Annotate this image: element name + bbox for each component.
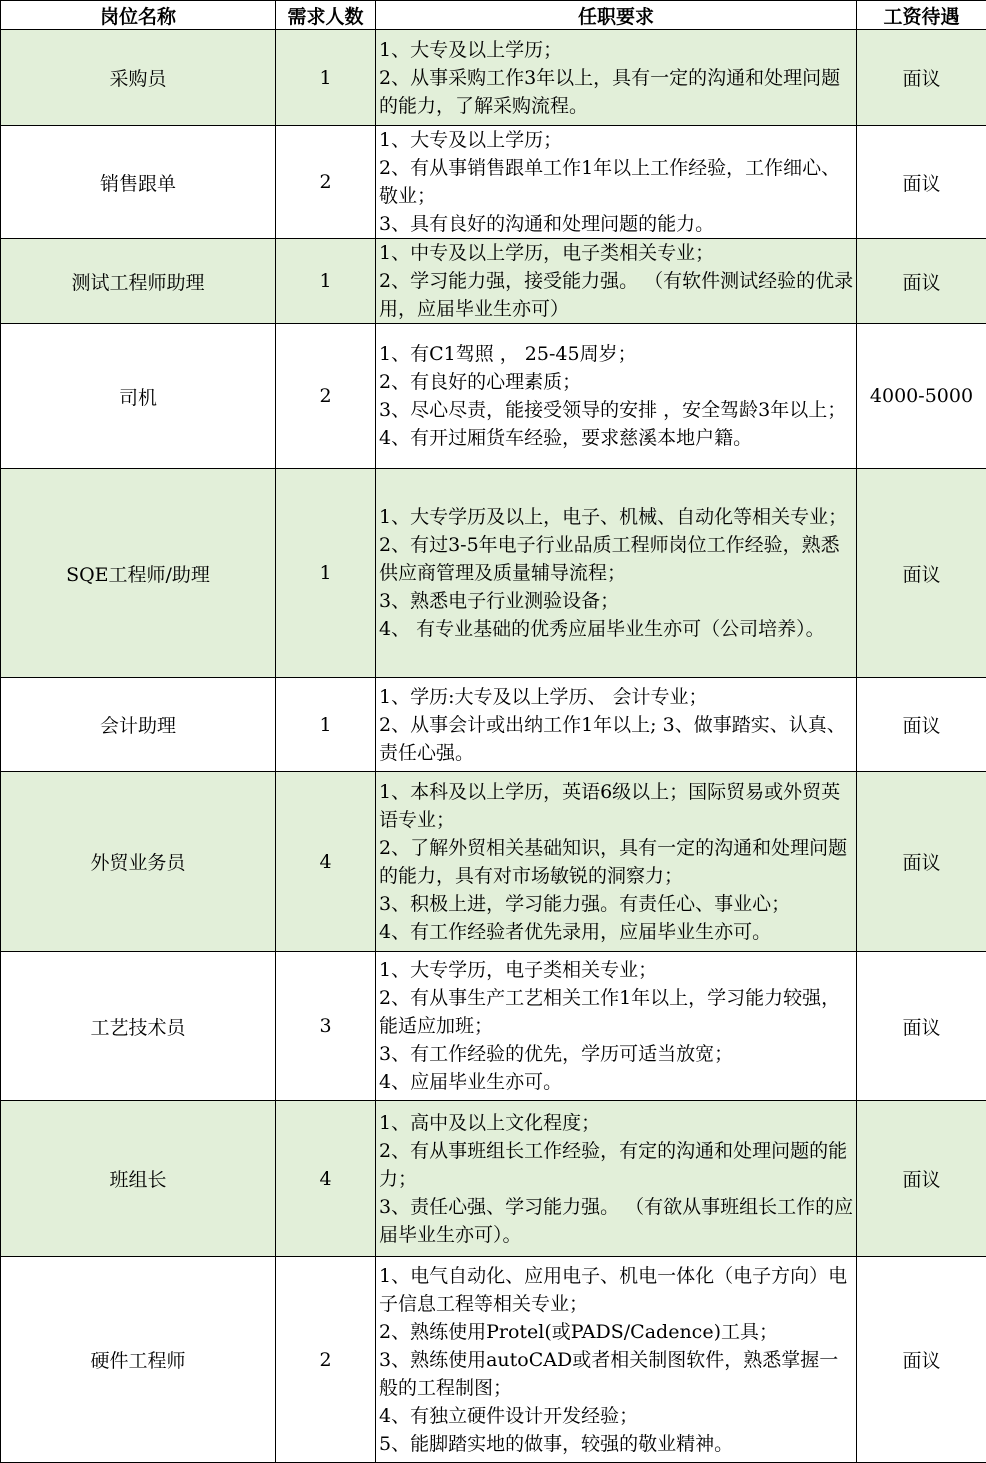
requirements-cell <box>376 239 857 324</box>
requirement-line: 2、熟练使用Protel(或PADS/Cadence)工具； <box>379 1318 854 1346</box>
table-row <box>1 678 986 772</box>
position-cell: 销售跟单 <box>1 126 276 239</box>
header-row <box>1 1 986 30</box>
requirement-line: 2、了解外贸相关基础知识，具有一定的沟通和处理问题的能力，具有对市场敏锐的洞察力； <box>379 834 854 890</box>
table-row <box>1 772 986 952</box>
salary-cell: 面议 <box>857 30 986 126</box>
salary-cell: 面议 <box>857 1257 986 1463</box>
table-row <box>1 1101 986 1257</box>
requirements-cell <box>376 324 857 469</box>
requirements-cell <box>376 678 857 772</box>
requirement-line: 2、有良好的心理素质； <box>379 368 854 396</box>
requirement-line: 2、有过3-5年电子行业品质工程师岗位工作经验，熟悉供应商管理及质量辅导流程； <box>379 531 854 587</box>
requirements-cell <box>376 772 857 952</box>
requirement-line: 3、有工作经验的优先，学历可适当放宽； <box>379 1040 854 1068</box>
salary-cell: 面议 <box>857 1101 986 1257</box>
table-row <box>1 1257 986 1463</box>
table-row <box>1 952 986 1101</box>
requirement-line: 2、从事采购工作3年以上，具有一定的沟通和处理问题的能力，了解采购流程。 <box>379 64 854 120</box>
requirement-line: 5、能脚踏实地的做事，较强的敬业精神。 <box>379 1430 854 1458</box>
salary-cell: 面议 <box>857 952 986 1101</box>
requirements-cell <box>376 1257 857 1463</box>
position-cell: 采购员 <box>1 30 276 126</box>
requirement-line: 1、大专学历及以上，电子、机械、自动化等相关专业； <box>379 503 854 531</box>
salary-cell: 面议 <box>857 239 986 324</box>
count-cell: 4 <box>276 772 376 952</box>
position-cell: SQE工程师/助理 <box>1 469 276 678</box>
count-cell: 1 <box>276 678 376 772</box>
requirement-line: 1、学历:大专及以上学历、 会计专业； <box>379 683 854 711</box>
requirements-cell <box>376 30 857 126</box>
position-cell: 司机 <box>1 324 276 469</box>
salary-cell: 面议 <box>857 772 986 952</box>
salary-cell: 面议 <box>857 126 986 239</box>
requirement-line: 4、 有专业基础的优秀应届毕业生亦可（公司培养）。 <box>379 615 854 643</box>
count-cell: 1 <box>276 469 376 678</box>
requirement-line: 3、熟悉电子行业测验设备； <box>379 587 854 615</box>
count-cell: 2 <box>276 324 376 469</box>
count-cell: 1 <box>276 239 376 324</box>
requirement-line: 2、学习能力强，接受能力强。 （有软件测试经验的优录用，应届毕业生亦可） <box>379 267 854 323</box>
salary-cell: 面议 <box>857 469 986 678</box>
position-cell: 硬件工程师 <box>1 1257 276 1463</box>
requirement-line: 1、大专学历，电子类相关专业； <box>379 956 854 984</box>
requirement-line: 3、尽心尽责，能接受领导的安排 ，安全驾龄3年以上； <box>379 396 854 424</box>
table-row <box>1 239 986 324</box>
table-row <box>1 324 986 469</box>
requirements-cell <box>376 952 857 1101</box>
requirement-line: 1、大专及以上学历； <box>379 126 854 154</box>
header-position: 岗位名称 <box>1 1 276 30</box>
requirement-line: 3、积极上进，学习能力强。有责任心、事业心； <box>379 890 854 918</box>
table-row <box>1 469 986 678</box>
requirements-cell <box>376 469 857 678</box>
job-table-body <box>1 30 986 1463</box>
table-row <box>1 30 986 126</box>
header-requirements: 任职要求 <box>376 1 857 30</box>
requirements-cell <box>376 126 857 239</box>
table-row <box>1 126 986 239</box>
requirement-line: 1、本科及以上学历，英语6级以上；国际贸易或外贸英语专业； <box>379 778 854 834</box>
requirement-line: 4、应届毕业生亦可。 <box>379 1068 854 1096</box>
requirement-line: 3、熟练使用autoCAD或者相关制图软件，熟悉掌握一般的工程制图； <box>379 1346 854 1402</box>
requirement-line: 2、从事会计或出纳工作1年以上; 3、做事踏实、认真、责任心强。 <box>379 711 854 767</box>
requirement-line: 2、有从事销售跟单工作1年以上工作经验，工作细心、敬业； <box>379 154 854 210</box>
requirement-line: 1、中专及以上学历，电子类相关专业； <box>379 239 854 267</box>
position-cell: 班组长 <box>1 1101 276 1257</box>
requirement-line: 4、有独立硬件设计开发经验； <box>379 1402 854 1430</box>
position-cell: 会计助理 <box>1 678 276 772</box>
salary-cell: 面议 <box>857 678 986 772</box>
requirements-cell <box>376 1101 857 1257</box>
position-cell: 测试工程师助理 <box>1 239 276 324</box>
requirement-line: 3、具有良好的沟通和处理问题的能力。 <box>379 210 854 238</box>
requirement-line: 1、有C1驾照 ， 25-45周岁； <box>379 340 854 368</box>
header-count: 需求人数 <box>276 1 376 30</box>
requirement-line: 1、高中及以上文化程度； <box>379 1109 854 1137</box>
count-cell: 1 <box>276 30 376 126</box>
requirement-line: 3、责任心强、学习能力强。 （有欲从事班组长工作的应届毕业生亦可）。 <box>379 1193 854 1249</box>
position-cell: 工艺技术员 <box>1 952 276 1101</box>
requirement-line: 2、有从事班组长工作经验，有定的沟通和处理问题的能力； <box>379 1137 854 1193</box>
count-cell: 4 <box>276 1101 376 1257</box>
count-cell: 3 <box>276 952 376 1101</box>
count-cell: 2 <box>276 126 376 239</box>
header-salary: 工资待遇 <box>857 1 986 30</box>
requirement-line: 4、有工作经验者优先录用，应届毕业生亦可。 <box>379 918 854 946</box>
requirement-line: 1、大专及以上学历； <box>379 36 854 64</box>
requirement-line: 1、电气自动化、应用电子、机电一体化（电子方向）电子信息工程等相关专业； <box>379 1262 854 1318</box>
salary-cell: 4000-5000 <box>857 324 986 469</box>
position-cell: 外贸业务员 <box>1 772 276 952</box>
requirement-line: 4、有开过厢货车经验，要求慈溪本地户籍。 <box>379 424 854 452</box>
requirement-line: 2、有从事生产工艺相关工作1年以上，学习能力较强，能适应加班； <box>379 984 854 1040</box>
count-cell: 2 <box>276 1257 376 1463</box>
